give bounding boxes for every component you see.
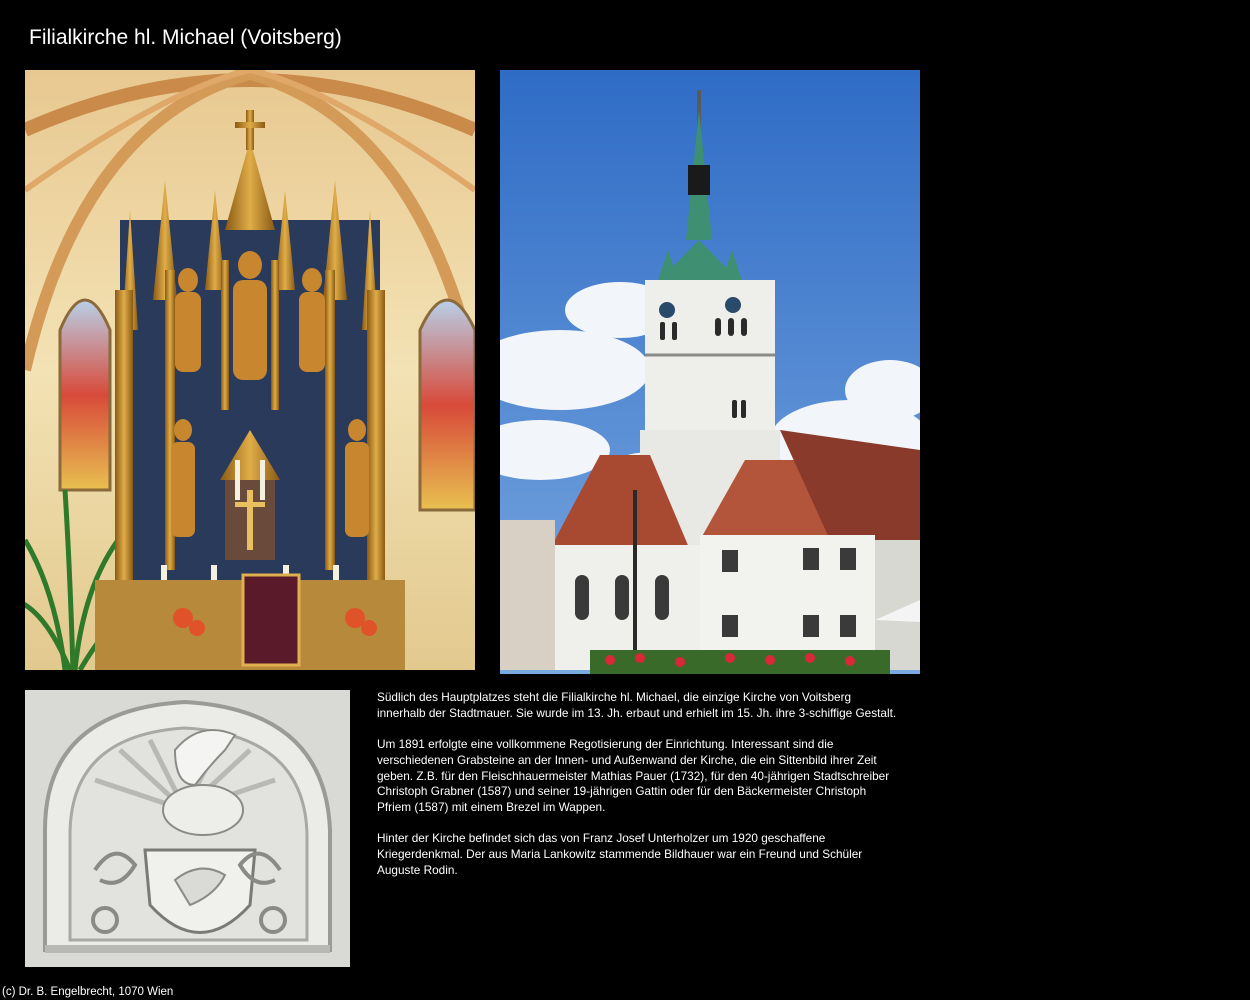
description-paragraph: Hinter der Kirche befindet sich das von Franz Josef Unterholzer um 1920 geschaffene Kriegerdenkmal. Der aus Maria Lankowitz stammende Bildhauer war ein Freund und Schüler Auguste Rodin.	[377, 831, 863, 877]
altar-photo	[25, 70, 475, 670]
coat-of-arms-relief-photo-icon	[25, 690, 350, 967]
church-tower-photo-icon	[500, 70, 920, 674]
relief-photo	[25, 690, 350, 967]
copyright-notice: (c) Dr. B. Engelbrecht, 1070 Wien	[2, 986, 174, 998]
description-text	[377, 690, 897, 894]
gothic-altar-photo-icon	[25, 70, 475, 670]
page-title: Filialkirche hl. Michael (Voitsberg)	[29, 26, 342, 49]
description-paragraph: Um 1891 erfolgte eine vollkommene Regotisierung der Einrichtung. Interessant sind die verschiedenen Grabsteine an der Innen- und Außenwand der Kirche, die ein Sittenbild ihrer Zeit geben. Z.B. für den Fleischhauermeister Mathias Pauer (1732), für den 40-jährigen Stadtschreiber Christoph Grabner (1587) und seiner 19-jährigen Gattin oder für den Bäckermeister Christoph Pfriem (1587) mit einem Brezel im Wappen.	[377, 737, 890, 814]
description-paragraph: Südlich des Hauptplatzes steht die Filialkirche hl. Michael, die einzige Kirche von Voitsberg innerhalb der Stadtmauer. Sie wurde im 13. Jh. erbaut und erhielt im 15. Jh. ihre 3-schiffige Gestalt.	[377, 690, 897, 720]
tower-photo	[500, 70, 920, 674]
